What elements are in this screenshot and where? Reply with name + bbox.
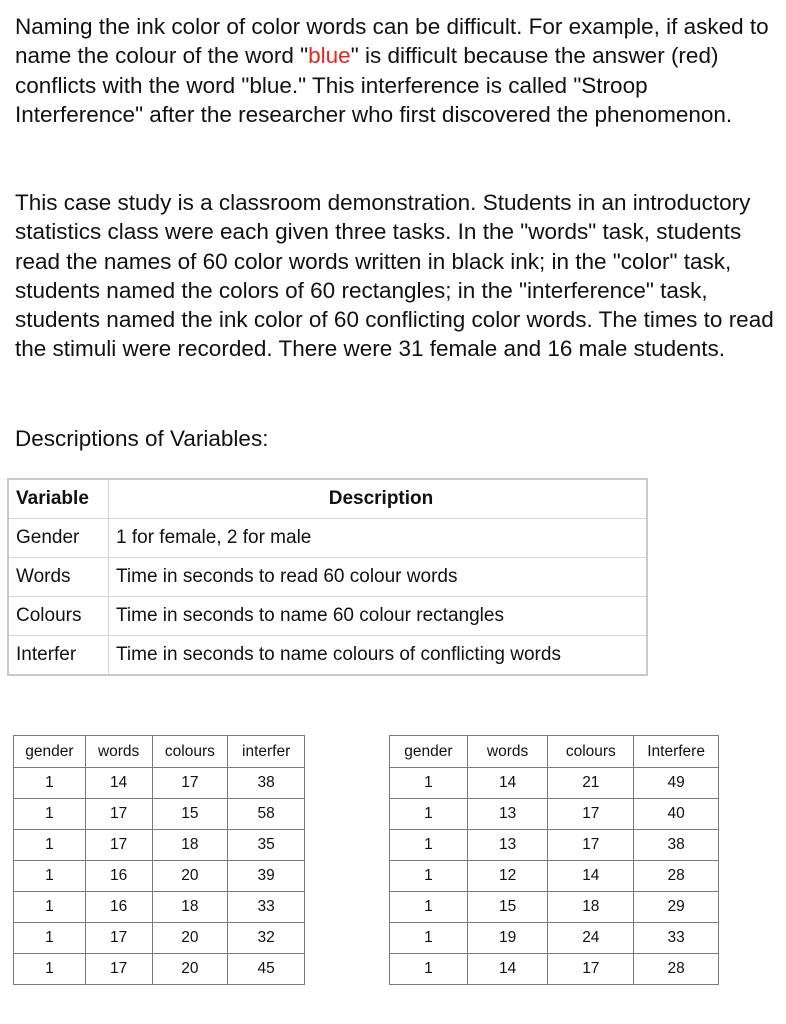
gender-cell: 1 [14, 954, 86, 985]
words-cell: 17 [85, 830, 152, 861]
table-row [8, 519, 647, 558]
words-cell: 17 [85, 799, 152, 830]
gender-cell: 1 [390, 830, 468, 861]
interfer-cell: 35 [228, 830, 305, 861]
table-row [14, 768, 305, 799]
words-header: words [85, 736, 152, 768]
colours-cell: 21 [548, 768, 634, 799]
variable-column-header: Variable [8, 479, 109, 519]
words-cell: 13 [467, 830, 548, 861]
table-row [390, 830, 719, 861]
gender-cell: 1 [14, 923, 86, 954]
words-cell: 13 [467, 799, 548, 830]
red-word-blue: blue [308, 43, 351, 69]
gender-cell: 1 [390, 892, 468, 923]
table-row [390, 892, 719, 923]
words-cell: 17 [85, 954, 152, 985]
gender-cell: 1 [390, 923, 468, 954]
table-row [390, 861, 719, 892]
colours-cell: 17 [548, 830, 634, 861]
variable-description: 1 for female, 2 for male [109, 519, 648, 558]
gender-header: gender [390, 736, 468, 768]
variable-name: Gender [8, 519, 109, 558]
table-row [8, 558, 647, 597]
colours-cell: 17 [548, 954, 634, 985]
words-cell: 14 [467, 768, 548, 799]
table-row [14, 923, 305, 954]
variable-name: Words [8, 558, 109, 597]
data-header-row [14, 736, 305, 768]
gender-cell: 1 [14, 892, 86, 923]
colours-cell: 18 [152, 830, 228, 861]
colours-cell: 15 [152, 799, 228, 830]
table-row [8, 636, 647, 676]
interfer-cell: 39 [228, 861, 305, 892]
words-cell: 16 [85, 861, 152, 892]
variable-description-table [7, 478, 648, 676]
gender-cell: 1 [14, 861, 86, 892]
table-row [14, 861, 305, 892]
interfere-header: Interfere [634, 736, 719, 768]
interfere-cell: 28 [634, 954, 719, 985]
variable-name: Interfer [8, 636, 109, 676]
interfere-cell: 38 [634, 830, 719, 861]
variable-name: Colours [8, 597, 109, 636]
interfer-cell: 58 [228, 799, 305, 830]
words-cell: 19 [467, 923, 548, 954]
data-table-left [13, 735, 305, 985]
colours-header: colours [152, 736, 228, 768]
interfer-cell: 45 [228, 954, 305, 985]
interfer-cell: 38 [228, 768, 305, 799]
variable-description: Time in seconds to read 60 colour words [109, 558, 648, 597]
intro-text-start: Naming the ink color of color words can be difficult. For example, if asked to name the colour of the word " [15, 14, 769, 69]
colours-cell: 20 [152, 861, 228, 892]
gender-cell: 1 [14, 768, 86, 799]
table-row [390, 799, 719, 830]
gender-cell: 1 [14, 830, 86, 861]
data-header-row [390, 736, 719, 768]
gender-cell: 1 [390, 861, 468, 892]
interfer-header: interfer [228, 736, 305, 768]
colours-cell: 20 [152, 923, 228, 954]
data-table-right [389, 735, 719, 985]
colours-cell: 24 [548, 923, 634, 954]
colours-cell: 14 [548, 861, 634, 892]
colours-cell: 17 [152, 768, 228, 799]
interfere-cell: 40 [634, 799, 719, 830]
table-row [8, 597, 647, 636]
interfere-cell: 29 [634, 892, 719, 923]
variable-description: Time in seconds to name colours of conflicting words [109, 636, 648, 676]
variables-heading: Descriptions of Variables: [15, 426, 269, 451]
gender-header: gender [14, 736, 86, 768]
words-cell: 14 [85, 768, 152, 799]
gender-cell: 1 [390, 954, 468, 985]
interfere-cell: 28 [634, 861, 719, 892]
case-study-paragraph: This case study is a classroom demonstration. Students in an introductory statistics class were each given three tasks. In the "words" task, students read the names of 60 color words written in black ink; in the "color" task, students named the colors of 60 rectangles; in the "interference" task, students named the ink color of 60 conflicting color words. The times to read the stimuli were recorded. There were 31 female and 16 male students. [15, 190, 774, 362]
variable-description: Time in seconds to name 60 colour rectangles [109, 597, 648, 636]
interfer-cell: 32 [228, 923, 305, 954]
words-cell: 17 [85, 923, 152, 954]
variable-table-header-row [8, 479, 647, 519]
colours-cell: 20 [152, 954, 228, 985]
colours-cell: 17 [548, 799, 634, 830]
table-row [390, 923, 719, 954]
table-row [390, 954, 719, 985]
words-cell: 14 [467, 954, 548, 985]
colours-header: colours [548, 736, 634, 768]
words-cell: 12 [467, 861, 548, 892]
table-row [14, 892, 305, 923]
intro-paragraph [15, 12, 775, 129]
interfere-cell: 33 [634, 923, 719, 954]
colours-cell: 18 [152, 892, 228, 923]
description-column-header: Description [109, 479, 648, 519]
intro-text-end: " is difficult because the answer (red) conflicts with the word "blue." This interference is called "Stroop Interference" after the researcher who first discovered the phenomenon. [15, 43, 733, 127]
interfere-cell: 49 [634, 768, 719, 799]
words-header: words [467, 736, 548, 768]
table-row [14, 799, 305, 830]
gender-cell: 1 [390, 768, 468, 799]
gender-cell: 1 [14, 799, 86, 830]
table-row [14, 830, 305, 861]
gender-cell: 1 [390, 799, 468, 830]
table-row [390, 768, 719, 799]
table-row [14, 954, 305, 985]
words-cell: 15 [467, 892, 548, 923]
words-cell: 16 [85, 892, 152, 923]
interfer-cell: 33 [228, 892, 305, 923]
colours-cell: 18 [548, 892, 634, 923]
